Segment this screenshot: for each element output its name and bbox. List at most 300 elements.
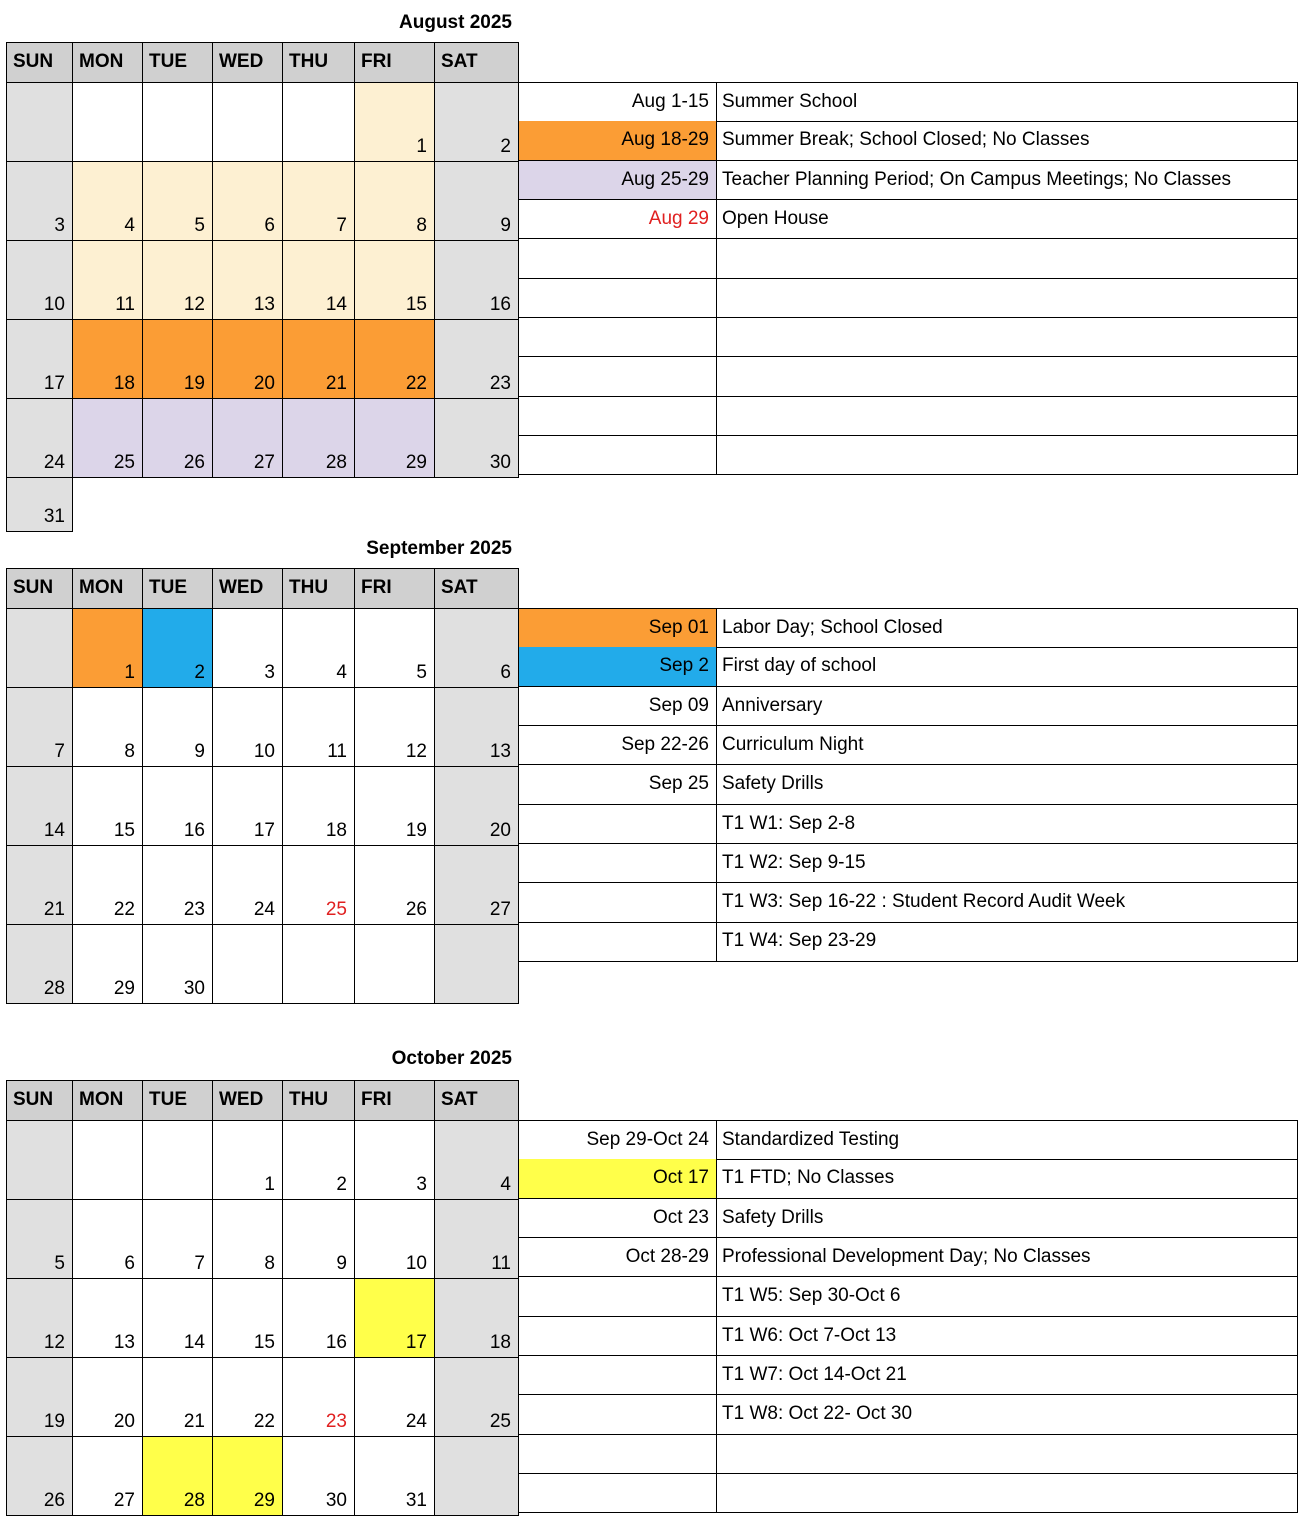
event-description: Safety Drills: [722, 773, 824, 795]
day-cell[interactable]: [434, 608, 519, 688]
weekday-header-tue: TUE: [142, 568, 213, 609]
day-cell[interactable]: [142, 240, 213, 320]
day-cell[interactable]: [6, 845, 73, 925]
event-date: Aug 25-29: [519, 161, 717, 200]
day-cell[interactable]: [142, 1120, 213, 1200]
day-number: 2: [194, 662, 205, 683]
day-cell[interactable]: [434, 1357, 519, 1437]
event-row: [518, 922, 1298, 962]
day-cell[interactable]: [72, 1278, 143, 1358]
event-description: T1 W5: Sep 30-Oct 6: [722, 1285, 901, 1307]
day-cell[interactable]: [354, 1278, 435, 1358]
day-number: 8: [264, 1253, 275, 1274]
weekday-header-tue: TUE: [142, 1080, 213, 1121]
day-number: 2: [500, 136, 511, 157]
day-number: 21: [325, 373, 347, 394]
day-number: 2: [336, 1174, 347, 1195]
day-cell[interactable]: [72, 1357, 143, 1437]
day-cell[interactable]: [434, 398, 519, 478]
day-cell[interactable]: [282, 161, 355, 241]
event-row: [518, 1434, 1298, 1474]
day-number: 3: [54, 215, 65, 236]
day-number: 24: [253, 899, 275, 920]
event-row: [518, 436, 1298, 476]
day-cell[interactable]: [354, 1436, 435, 1516]
weekday-header-sat: SAT: [434, 1080, 519, 1121]
weekday-header-wed: WED: [212, 42, 283, 83]
day-cell[interactable]: [212, 924, 283, 1004]
day-number: 22: [253, 1411, 275, 1432]
day-cell[interactable]: [282, 1199, 355, 1279]
day-cell[interactable]: [72, 1436, 143, 1516]
day-number: 3: [416, 1174, 427, 1195]
day-number: 10: [43, 294, 65, 315]
day-number: 25: [489, 1411, 511, 1432]
day-number: 26: [183, 452, 205, 473]
day-number: 14: [183, 1332, 205, 1353]
day-cell[interactable]: [282, 319, 355, 399]
event-description: T1 W8: Oct 22- Oct 30: [722, 1403, 913, 1425]
day-number: 14: [43, 820, 65, 841]
day-number: 30: [489, 452, 511, 473]
day-cell[interactable]: [212, 161, 283, 241]
month-title-august: August 2025: [399, 12, 512, 33]
event-date: [519, 357, 717, 396]
day-number: 23: [325, 1411, 347, 1432]
weekday-header-sun: SUN: [6, 568, 73, 609]
event-description: Summer Break; School Closed; No Classes: [722, 129, 1090, 151]
day-number: 23: [489, 373, 511, 394]
day-number: 18: [325, 820, 347, 841]
weekday-header-sat: SAT: [434, 568, 519, 609]
event-description: [717, 279, 1299, 318]
day-number: 4: [336, 662, 347, 683]
event-row: [518, 1277, 1298, 1317]
day-cell[interactable]: [212, 1357, 283, 1437]
day-number: 7: [194, 1253, 205, 1274]
day-cell[interactable]: [72, 608, 143, 688]
day-number: 5: [54, 1253, 65, 1274]
event-description: T1 W3: Sep 16-22 : Student Record Audit Week: [722, 891, 1126, 913]
day-number: 31: [405, 1490, 427, 1511]
event-date: [519, 922, 717, 961]
weekday-header-wed: WED: [212, 1080, 283, 1121]
day-cell[interactable]: [6, 1357, 73, 1437]
event-description: [717, 1434, 1299, 1473]
day-number: 30: [183, 978, 205, 999]
day-number: 17: [253, 820, 275, 841]
day-number: 27: [253, 452, 275, 473]
day-cell[interactable]: [354, 766, 435, 846]
weekday-header-sat: SAT: [434, 42, 519, 83]
day-number: 28: [325, 452, 347, 473]
day-cell[interactable]: [72, 398, 143, 478]
event-date: Aug 29: [519, 200, 717, 239]
day-cell[interactable]: [434, 1436, 519, 1516]
day-number: 26: [405, 899, 427, 920]
day-cell[interactable]: [212, 82, 283, 162]
day-cell[interactable]: [354, 82, 435, 162]
day-number: 1: [124, 662, 135, 683]
event-description: Curriculum Night: [722, 733, 864, 755]
event-date: Sep 01: [519, 609, 717, 647]
event-row: [518, 647, 1298, 687]
day-cell[interactable]: [354, 398, 435, 478]
day-number: 1: [416, 136, 427, 157]
event-row: [518, 1159, 1298, 1199]
day-cell[interactable]: [434, 1120, 519, 1200]
event-description: Safety Drills: [722, 1206, 824, 1228]
day-number: 14: [325, 294, 347, 315]
event-row: [518, 1317, 1298, 1357]
day-cell[interactable]: [434, 687, 519, 767]
event-row: [518, 121, 1298, 161]
day-number: 4: [124, 215, 135, 236]
weekday-header-wed: WED: [212, 568, 283, 609]
day-number: 13: [113, 1332, 135, 1353]
day-cell[interactable]: [354, 608, 435, 688]
event-date: Sep 22-26: [519, 726, 717, 765]
day-cell[interactable]: [72, 1199, 143, 1279]
day-cell[interactable]: [282, 608, 355, 688]
day-number: 6: [500, 662, 511, 683]
day-cell[interactable]: [142, 845, 213, 925]
event-row: [518, 1199, 1298, 1239]
day-cell[interactable]: [142, 398, 213, 478]
day-cell[interactable]: [282, 1278, 355, 1358]
event-date: Oct 28-29: [519, 1238, 717, 1277]
day-cell[interactable]: [282, 1357, 355, 1437]
day-cell[interactable]: [212, 319, 283, 399]
event-date: [519, 1277, 717, 1316]
day-number: 3: [264, 662, 275, 683]
day-cell[interactable]: [212, 687, 283, 767]
day-cell[interactable]: [282, 1120, 355, 1200]
event-date: Sep 25: [519, 765, 717, 804]
day-number: 28: [183, 1490, 205, 1511]
day-number: 10: [405, 1253, 427, 1274]
event-row: [518, 608, 1298, 648]
day-cell[interactable]: [142, 1436, 213, 1516]
weekday-header-fri: FRI: [354, 1080, 435, 1121]
weekday-header-mon: MON: [72, 568, 143, 609]
event-row: [518, 1120, 1298, 1160]
day-cell[interactable]: [434, 319, 519, 399]
day-cell[interactable]: [6, 82, 73, 162]
event-description: Labor Day; School Closed: [722, 617, 943, 638]
day-number: 7: [336, 215, 347, 236]
day-cell[interactable]: [354, 319, 435, 399]
day-cell[interactable]: [142, 687, 213, 767]
day-number: 22: [405, 373, 427, 394]
event-row: [518, 687, 1298, 727]
day-cell[interactable]: [434, 82, 519, 162]
weekday-header-thu: THU: [282, 568, 355, 609]
event-description: [717, 436, 1299, 475]
event-date: [519, 1434, 717, 1473]
day-cell[interactable]: [434, 924, 519, 1004]
day-cell[interactable]: [6, 1199, 73, 1279]
day-number: 29: [405, 452, 427, 473]
event-row: [518, 1474, 1298, 1514]
event-description: First day of school: [722, 655, 877, 677]
weekday-header-sun: SUN: [6, 1080, 73, 1121]
day-cell[interactable]: [212, 608, 283, 688]
day-cell[interactable]: [142, 924, 213, 1004]
day-number: 9: [194, 741, 205, 762]
day-cell[interactable]: [6, 1436, 73, 1516]
day-cell[interactable]: [6, 161, 73, 241]
event-date: [519, 318, 717, 357]
day-number: 16: [183, 820, 205, 841]
event-date: Sep 29-Oct 24: [519, 1121, 717, 1159]
day-number: 1: [264, 1174, 275, 1195]
event-row: [518, 844, 1298, 884]
event-date: [519, 436, 717, 475]
day-cell[interactable]: [434, 1278, 519, 1358]
day-cell[interactable]: [354, 161, 435, 241]
day-number: 15: [113, 820, 135, 841]
event-row: [518, 318, 1298, 358]
day-number: 12: [43, 1332, 65, 1353]
day-number: 25: [325, 899, 347, 920]
event-row: [518, 161, 1298, 201]
day-number: 28: [43, 978, 65, 999]
day-number: 27: [113, 1490, 135, 1511]
day-number: 17: [405, 1332, 427, 1353]
day-number: 29: [113, 978, 135, 999]
day-number: 10: [253, 741, 275, 762]
event-row: [518, 279, 1298, 319]
day-cell[interactable]: [282, 240, 355, 320]
event-row: [518, 726, 1298, 766]
month-title-october: October 2025: [391, 1048, 512, 1069]
event-date: [519, 1356, 717, 1395]
event-description: [717, 396, 1299, 435]
day-cell[interactable]: [212, 240, 283, 320]
day-cell[interactable]: [354, 687, 435, 767]
day-cell[interactable]: [212, 1278, 283, 1358]
day-number: 7: [54, 741, 65, 762]
day-number: 6: [264, 215, 275, 236]
day-number: 20: [113, 1411, 135, 1432]
day-cell[interactable]: [6, 1278, 73, 1358]
event-date: [519, 239, 717, 278]
event-date: [519, 1395, 717, 1434]
event-description: T1 FTD; No Classes: [722, 1167, 895, 1189]
event-description: Summer School: [722, 91, 858, 112]
event-date: Aug 18-29: [519, 121, 717, 160]
day-cell[interactable]: [212, 398, 283, 478]
day-cell[interactable]: [282, 845, 355, 925]
day-cell[interactable]: [142, 1278, 213, 1358]
event-description: [717, 1474, 1299, 1513]
weekday-header-fri: FRI: [354, 568, 435, 609]
day-cell[interactable]: [6, 608, 73, 688]
event-description: Professional Development Day; No Classes: [722, 1245, 1091, 1267]
weekday-header-thu: THU: [282, 42, 355, 83]
event-row: [518, 883, 1298, 923]
day-cell[interactable]: [354, 1120, 435, 1200]
day-number: 24: [43, 452, 65, 473]
event-description: Anniversary: [722, 694, 823, 716]
day-number: 5: [194, 215, 205, 236]
day-cell[interactable]: [434, 161, 519, 241]
day-cell[interactable]: [6, 766, 73, 846]
event-row: [518, 765, 1298, 805]
month-title-september: September 2025: [366, 538, 512, 559]
day-cell[interactable]: [282, 687, 355, 767]
day-cell[interactable]: [434, 845, 519, 925]
day-number: 29: [253, 1490, 275, 1511]
event-date: Sep 2: [519, 647, 717, 686]
day-number: 8: [124, 741, 135, 762]
event-date: [519, 1474, 717, 1513]
day-number: 6: [124, 1253, 135, 1274]
day-number: 16: [489, 294, 511, 315]
day-cell[interactable]: [72, 240, 143, 320]
day-number: 15: [405, 294, 427, 315]
day-number: 15: [253, 1332, 275, 1353]
day-number: 20: [489, 820, 511, 841]
event-date: Oct 23: [519, 1199, 717, 1238]
weekday-header-mon: MON: [72, 42, 143, 83]
event-row: [518, 200, 1298, 240]
day-number: 11: [327, 741, 347, 762]
day-number: 20: [253, 373, 275, 394]
day-cell[interactable]: [282, 924, 355, 1004]
event-date: Oct 17: [519, 1159, 717, 1198]
day-cell[interactable]: [6, 398, 73, 478]
day-cell[interactable]: [6, 477, 73, 532]
event-description: [717, 239, 1299, 278]
day-cell[interactable]: [72, 161, 143, 241]
day-cell[interactable]: [72, 687, 143, 767]
event-date: [519, 883, 717, 922]
day-cell[interactable]: [6, 319, 73, 399]
day-number: 13: [489, 741, 511, 762]
day-number: 27: [489, 899, 511, 920]
day-cell[interactable]: [434, 766, 519, 846]
day-cell[interactable]: [212, 845, 283, 925]
day-cell[interactable]: [354, 924, 435, 1004]
day-cell[interactable]: [72, 845, 143, 925]
day-number: 31: [43, 506, 65, 527]
event-row: [518, 1395, 1298, 1435]
event-description: Standardized Testing: [722, 1129, 900, 1150]
weekday-header-thu: THU: [282, 1080, 355, 1121]
day-cell[interactable]: [142, 161, 213, 241]
day-cell[interactable]: [282, 82, 355, 162]
day-cell[interactable]: [142, 1357, 213, 1437]
event-description: T1 W1: Sep 2-8: [722, 812, 856, 834]
day-cell[interactable]: [72, 319, 143, 399]
day-number: 12: [405, 741, 427, 762]
day-cell[interactable]: [72, 924, 143, 1004]
day-cell[interactable]: [212, 1436, 283, 1516]
day-number: 9: [500, 215, 511, 236]
day-cell[interactable]: [282, 1436, 355, 1516]
event-date: [519, 805, 717, 844]
day-cell[interactable]: [142, 608, 213, 688]
day-number: 25: [113, 452, 135, 473]
day-number: 16: [325, 1332, 347, 1353]
day-number: 11: [115, 294, 135, 315]
day-cell[interactable]: [282, 766, 355, 846]
day-number: 11: [491, 1253, 511, 1274]
event-description: [717, 318, 1299, 357]
day-cell[interactable]: [142, 319, 213, 399]
day-number: 23: [183, 899, 205, 920]
event-row: [518, 82, 1298, 122]
event-date: [519, 1317, 717, 1356]
day-cell[interactable]: [142, 766, 213, 846]
day-number: 12: [183, 294, 205, 315]
day-cell[interactable]: [72, 1120, 143, 1200]
day-cell[interactable]: [6, 1120, 73, 1200]
day-number: 22: [113, 899, 135, 920]
day-cell[interactable]: [72, 82, 143, 162]
day-cell[interactable]: [212, 1120, 283, 1200]
day-number: 24: [405, 1411, 427, 1432]
day-cell[interactable]: [354, 845, 435, 925]
day-cell[interactable]: [72, 766, 143, 846]
event-row: [518, 1356, 1298, 1396]
day-number: 5: [416, 662, 427, 683]
event-row: [518, 1238, 1298, 1278]
day-number: 26: [43, 1490, 65, 1511]
day-cell[interactable]: [6, 240, 73, 320]
event-date: [519, 279, 717, 318]
day-number: 4: [500, 1174, 511, 1195]
weekday-header-fri: FRI: [354, 42, 435, 83]
day-number: 13: [253, 294, 275, 315]
day-cell[interactable]: [212, 1199, 283, 1279]
day-number: 19: [43, 1411, 65, 1432]
day-cell[interactable]: [6, 924, 73, 1004]
day-number: 21: [183, 1411, 205, 1432]
day-cell[interactable]: [354, 1199, 435, 1279]
weekday-header-tue: TUE: [142, 42, 213, 83]
day-cell[interactable]: [434, 1199, 519, 1279]
day-number: 19: [405, 820, 427, 841]
event-description: Teacher Planning Period; On Campus Meetings; No Classes: [722, 168, 1232, 190]
day-cell[interactable]: [212, 766, 283, 846]
event-description: T1 W6: Oct 7-Oct 13: [722, 1324, 897, 1346]
event-row: [518, 396, 1298, 436]
event-row: [518, 357, 1298, 397]
day-cell[interactable]: [282, 398, 355, 478]
weekday-header-mon: MON: [72, 1080, 143, 1121]
day-cell[interactable]: [142, 82, 213, 162]
weekday-header-sun: SUN: [6, 42, 73, 83]
day-cell[interactable]: [434, 240, 519, 320]
event-description: T1 W7: Oct 14-Oct 21: [722, 1363, 907, 1385]
event-date: Aug 1-15: [519, 83, 717, 121]
day-number: 9: [336, 1253, 347, 1274]
event-date: Sep 09: [519, 687, 717, 726]
day-cell[interactable]: [354, 240, 435, 320]
day-cell[interactable]: [354, 1357, 435, 1437]
day-cell[interactable]: [6, 687, 73, 767]
day-number: 18: [489, 1332, 511, 1353]
day-number: 8: [416, 215, 427, 236]
event-description: T1 W2: Sep 9-15: [722, 851, 866, 873]
event-date: [519, 396, 717, 435]
day-cell[interactable]: [142, 1199, 213, 1279]
day-number: 18: [113, 373, 135, 394]
event-description: Open House: [722, 207, 829, 229]
